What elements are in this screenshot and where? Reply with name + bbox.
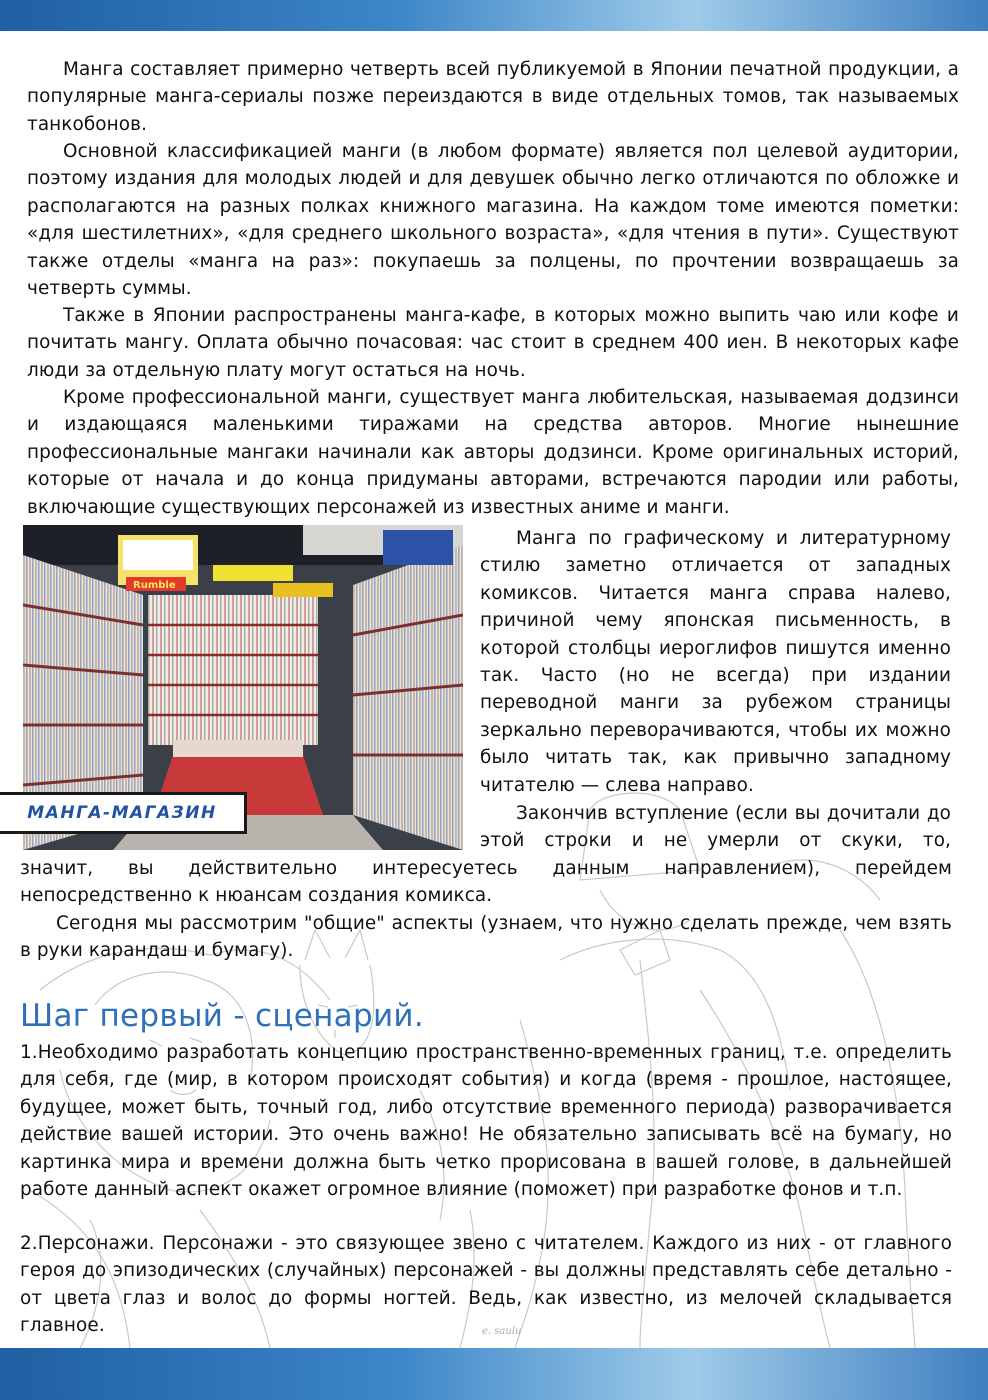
paragraph-3: Также в Японии распространены манга-кафе, в которых можно выпить чаю или кофе и почитать мангу. Оплата обычно почасовая: час стоит в среднем 400 иен. В некоторых кафе люди за отдельную плату могут остаться на ночь. (27, 305, 959, 381)
paragraph-8: Сегодня мы рассмотрим "общие" аспекты (узнаем, что нужно сделать прежде, чем взять в руки карандаш и бумагу). (20, 913, 952, 962)
paragraph-7: значит, вы действительно интересуетесь данным направлением), перейдем непосредственно к нюансам создания комикса. (20, 858, 952, 907)
paragraph-6: Закончив вступление (если вы дочитали до этой строки и не умерли от скуки, то, (480, 803, 951, 852)
section-heading: Шаг первый - сценарий. (20, 998, 424, 1034)
paragraph-4: Кроме профессиональной манги, существует манга любительская, называемая додзинси и издающаяся маленькими тиражами на средства авторов. Многие нынешние профессиональные мангаки начинали как авторы додзинси. Кроме оригинальных историй, которые от начала и до конца придуманы авторами, встречаются пародии или работы, включающие существующих персонажей из известных аниме и манги. (27, 387, 959, 518)
list-item-2: 2.Персонажи. Персонажи - это связующее звено с читателем. Каждого из них - от главного героя до эпизодических (случайных) персонажей - вы должны представлять себе детально - от цвета глаз и волос до формы ногтей. Ведь, как известно, из мелочей складывается главное. (20, 1233, 952, 1337)
top-decorative-band (0, 0, 988, 31)
artist-signature: e. saulu (482, 1326, 522, 1337)
list-item-1: 1.Необходимо разработать концепцию пространственно-временных границ, т.е. определить для себя, где (мир, в котором происходят события) и когда (время - прошлое, настоящее, будущее, может быть, точный год, либо отсутствие временного периода) разворачивается действие вашей истории. Это очень важно! Не обязательно записывать всё на бумагу, но картинка мира и времени должна быть четко прорисована в вашей голове, в дальнейшей работе данный аспект окажет огромное влияние (поможет) при разработке фонов и т.п. (20, 1042, 952, 1201)
paragraph-1: Манга составляет примерно четверть всей публикуемой в Японии печатной продукции, а популярные манга-сериалы позже переиздаются в виде отдельных томов, так называемых танкобонов. (27, 59, 959, 135)
paragraph-2: Основной классификацией манги (в любом формате) является пол целевой аудитории, поэтому издания для молодых людей и для девушек обычно легко отличаются по обложке и располагаются на разных полках книжного магазина. На каждом томе имеются пометки: «для шестилетних», «для среднего школьного возраста», «для чтения в пути». Существуют также отделы «манга на раз»: покупаешь за полцены, по прочтении возвращаешь за четверть суммы. (27, 141, 959, 300)
bottom-decorative-band (0, 1348, 988, 1400)
rumble-sign: Rumble (133, 580, 176, 591)
photo-caption: МАНГА-МАГАЗИН (0, 792, 247, 834)
paragraph-5: Манга по графическому и литературному стилю заметно отличается от западных комиксов. Читается манга справа налево, причиной чему японская письменность, в которой столбцы иероглифов пишутся именно так. Часто (но не всегда) при издании переводной манги за рубежом страницы зеркально переворачиваются, чтобы их можно было читать так, как привычно западному читателю — слева направо. (480, 528, 951, 796)
